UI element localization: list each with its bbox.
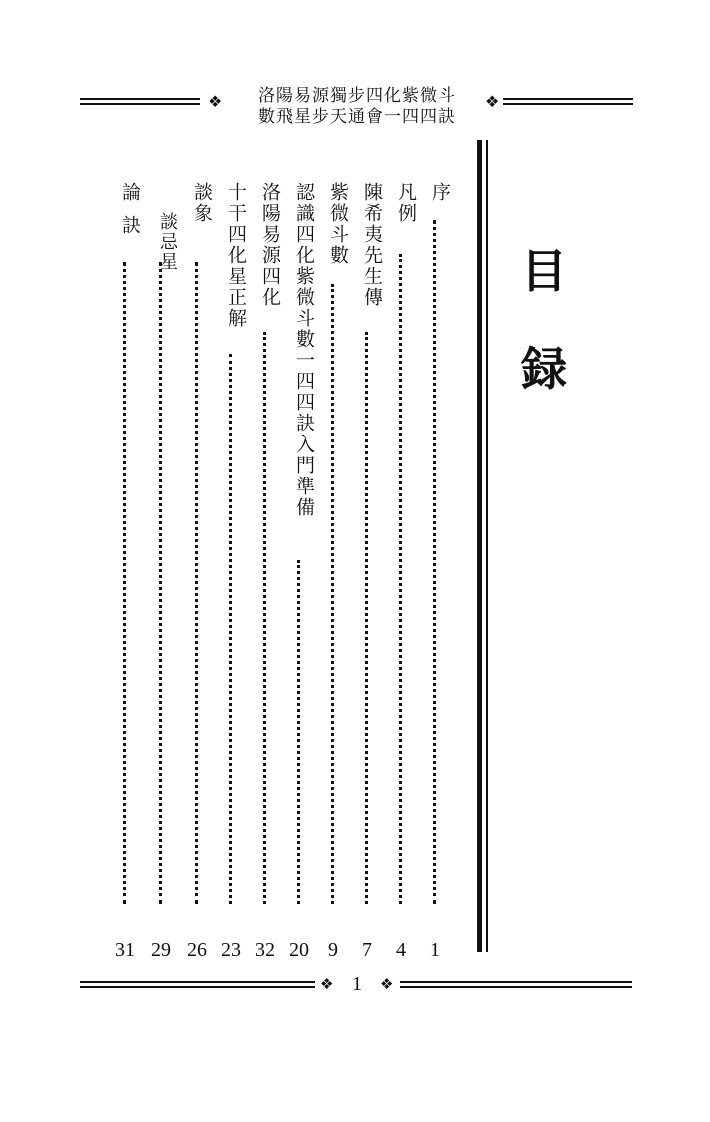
toc-entry[interactable]: [420, 182, 450, 962]
header-title-line1: 洛陽易源獨步四化紫微斗: [258, 86, 456, 106]
toc-entry-title: 認識四化紫微斗數一四四訣入門準備: [293, 182, 315, 518]
toc-entry[interactable]: [110, 182, 140, 962]
footer-rule-right: [400, 981, 632, 988]
toc-entry[interactable]: [216, 182, 246, 962]
toc-entry[interactable]: [182, 182, 212, 962]
toc-leader-dots: [263, 332, 270, 904]
footer-ornament-left-icon: ❖: [320, 975, 334, 993]
toc-leader-dots: [229, 354, 236, 904]
toc-entry[interactable]: [250, 182, 280, 962]
toc-entry-page: 29: [151, 939, 171, 961]
toc-leader-dots: [399, 254, 406, 904]
toc-entry[interactable]: [146, 182, 176, 962]
divider-bar-thick: [477, 140, 482, 952]
toc-leader-dots: [297, 560, 304, 904]
toc-entry-page: 32: [255, 939, 275, 961]
toc-leader-dots: [365, 332, 372, 904]
toc-leader-dots: [331, 284, 338, 904]
toc-title-char2: 録: [521, 342, 567, 396]
toc-entry-title: 論訣: [119, 182, 141, 248]
toc-entry-page: 26: [187, 939, 207, 961]
divider-bar-thin: [486, 140, 488, 952]
toc-entry[interactable]: [386, 182, 416, 962]
toc-entry-page: 4: [396, 939, 406, 961]
toc-entry[interactable]: [352, 182, 382, 962]
toc-title-char1: 目: [521, 244, 567, 298]
toc-entry-title: 紫微斗數: [327, 182, 349, 266]
toc-leader-dots: [195, 262, 202, 904]
toc-entry-title: 陳希夷先生傳: [361, 182, 383, 308]
footer-rule-left: [80, 981, 315, 988]
page-number: 1: [352, 973, 362, 995]
header-rule-right: [503, 98, 633, 105]
header-ornament-right-icon: ❖: [485, 92, 500, 111]
header-title-line2: 數飛星步天通會一四四訣: [258, 107, 456, 127]
toc-leader-dots: [433, 220, 440, 904]
header-ornament-left-icon: ❖: [208, 92, 223, 111]
toc-entry-page: 20: [289, 939, 309, 961]
toc-entry-title: 談忌星: [157, 212, 178, 272]
footer-ornament-right-icon: ❖: [380, 975, 394, 993]
toc-entry-title: 凡例: [395, 182, 417, 224]
toc-entry[interactable]: [284, 182, 314, 962]
toc-entry-page: 1: [430, 939, 440, 961]
toc-entry-title: 洛陽易源四化: [259, 182, 281, 308]
header-rule-left: [80, 98, 200, 105]
toc-entry[interactable]: [318, 182, 348, 962]
toc-entry-title: 十干四化星正解: [225, 182, 247, 329]
toc-entry-title: 談象: [191, 182, 213, 224]
toc-leader-dots: [123, 262, 130, 904]
toc-entry-page: 31: [115, 939, 135, 961]
toc-entry-page: 23: [221, 939, 241, 961]
toc-entry-page: 9: [328, 939, 338, 961]
toc-entry-title: 序: [429, 182, 451, 203]
toc-leader-dots: [159, 262, 166, 904]
toc-entry-page: 7: [362, 939, 372, 961]
